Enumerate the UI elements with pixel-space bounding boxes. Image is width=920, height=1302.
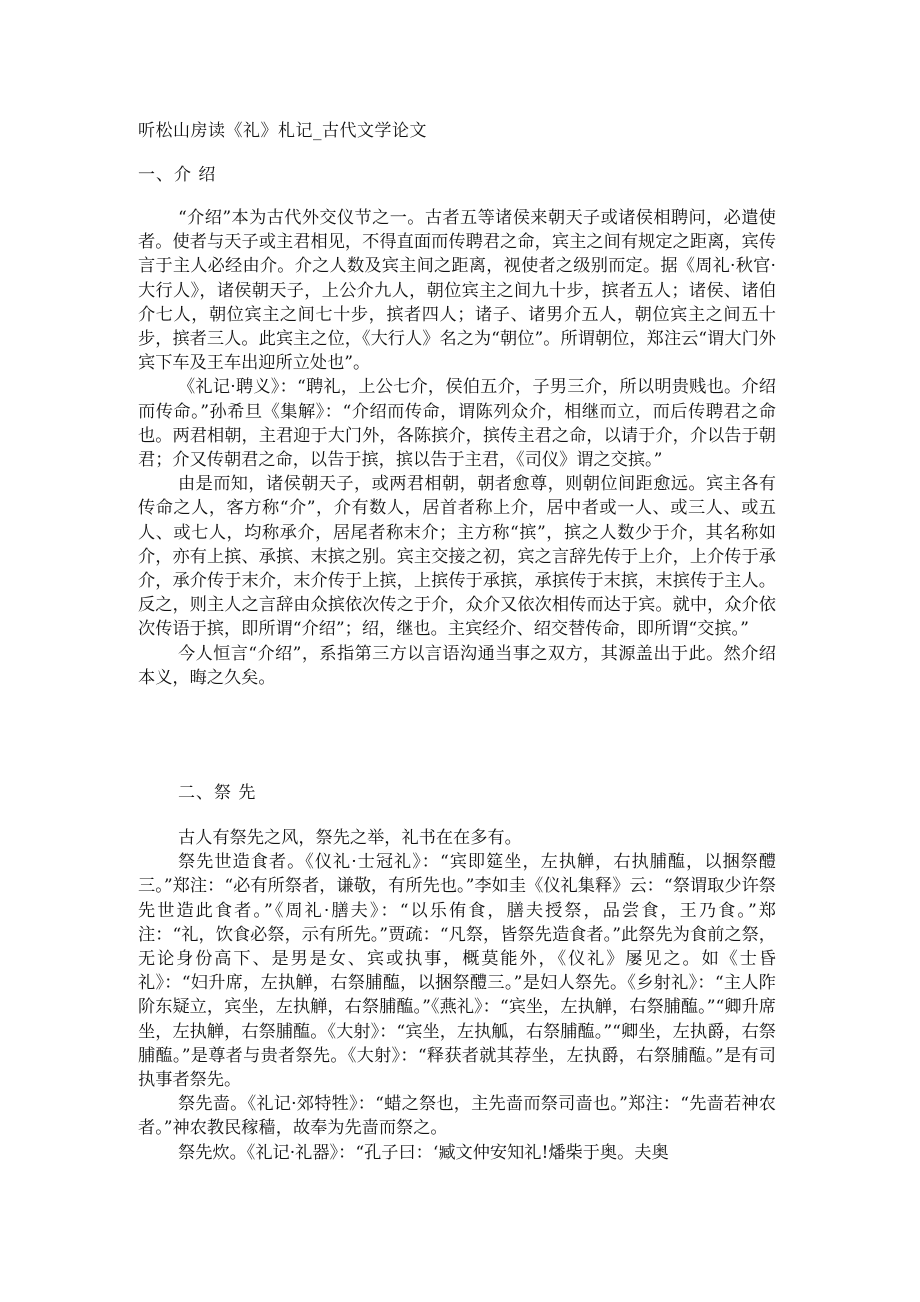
section-heading-ancestor-offering: 二、祭 先 — [178, 783, 257, 803]
section-heading-introduction: 一、介 绍 — [138, 165, 217, 185]
document-title: 听松山房读《礼》札记_古代文学论文 — [138, 121, 427, 141]
paragraph: 祭先啬。《礼记·郊特牲》：“蜡之祭也，主先啬而祭司啬也。”郑注：“先啬若神农者。”神农教民稼穑，故奉为先啬而祭之。 — [138, 1094, 776, 1139]
paragraph: “介绍”本为古代外交仪节之一。古者五等诸侯来朝天子或诸侯相聘问，必遣使者。使者与天子或主君相见，不得直面而传聘君之命，宾主之间有规定之距离，宾传言于主人必经由介。介之人数及宾主间之距离，视使者之级别而定。据《周礼·秋官·大行人》，诸侯朝天子，上公介九人，朝位宾主之间九十步，摈者五人；诸侯、诸伯介七人，朝位宾主之间七十步，摈者四人；诸子、诸男介五人，朝位宾主之间五十步，摈者三人。此宾主之位，《大行人》名之为“朝位”。所谓朝位，郑注云“谓大门外宾下车及王车出迎所立处也”。 — [138, 208, 776, 374]
section-body-ancestor-offering — [138, 826, 776, 1165]
paragraph: 《礼记·聘义》：“聘礼，上公七介，侯伯五介，子男三介，所以明贵贱也。介绍而传命。”孙希旦《集解》：“介绍而传命，谓陈列众介，相继而立，而后传聘君之命也。两君相朝，主君迎于大门外，各陈摈介，摈传主君之命，以请于介，介以告于朝君；介又传朝君之命，以告于摈，摈以告于主君，《司仪》谓之交摈。” — [138, 377, 776, 471]
paragraph: 祭先世造食者。《仪礼·士冠礼》：“宾即筵坐，左执觯，右执脯醢，以捆祭醴三。”郑注：“必有所祭者，谦敬，有所先也。”李如圭《仪礼集释》云：“祭谓取少许祭先世造此食者。”《周礼·膳夫》：“以乐侑食，膳夫授祭，品尝食，王乃食。”郑注：“礼，饮食必祭，示有所先。”贾疏：“凡祭，皆祭先造食者。”此祭先为食前之祭，无论身份高下、是男是女、宾或执事，概莫能外，《仪礼》屡见之。如《士昏礼》：“妇升席，左执觯，右祭脯醢，以捆祭醴三。”是妇人祭先。《乡射礼》：“主人阼阶东疑立，宾坐，左执觯，右祭脯醢。”《燕礼》：“宾坐，左执觯，右祭脯醢。”“卿升席坐，左执觯，右祭脯醢。《大射》：“宾坐，左执觚，右祭脯醢。”“卿坐，左执爵，右祭脯醢。”是尊者与贵者祭先。《大射》：“释获者就其荐坐，左执爵，右祭脯醢。”是有司执事者祭先。 — [138, 852, 776, 1091]
paragraph: 今人恒言“介绍”，系指第三方以言语沟通当事之双方，其源盖出于此。然介绍本义，晦之久矣。 — [138, 643, 776, 688]
paragraph: 由是而知，诸侯朝天子，或两君相朝，朝者愈尊，则朝位间距愈远。宾主各有传命之人，客方称“介”，介有数人，居首者称上介，居中者或一人、或三人、或五人、或七人，均称承介，居尾者称末介；主方称“摈”，摈之人数少于介，其名称如介，亦有上摈、承摈、末摈之别。宾主交接之初，宾之言辞先传于上介，上介传于承介，承介传于末介，末介传于上摈，上摈传于承摈，承摈传于末摈，末摈传于主人。反之，则主人之言辞由众摈依次传之于介，众介又依次相传而达于宾。就中，众介依次传语于摈，即所谓“介绍”；绍，继也。主宾经介、绍交替传命，即所谓“交摈。” — [138, 474, 776, 640]
paragraph: 古人有祭先之风，祭先之举，礼书在在多有。 — [178, 828, 522, 848]
section-body-introduction — [138, 206, 776, 690]
paragraph: 祭先炊。《礼记·礼器》：“孔子曰：‘臧文仲安知礼!燔柴于奥。夫奥 — [178, 1142, 669, 1163]
